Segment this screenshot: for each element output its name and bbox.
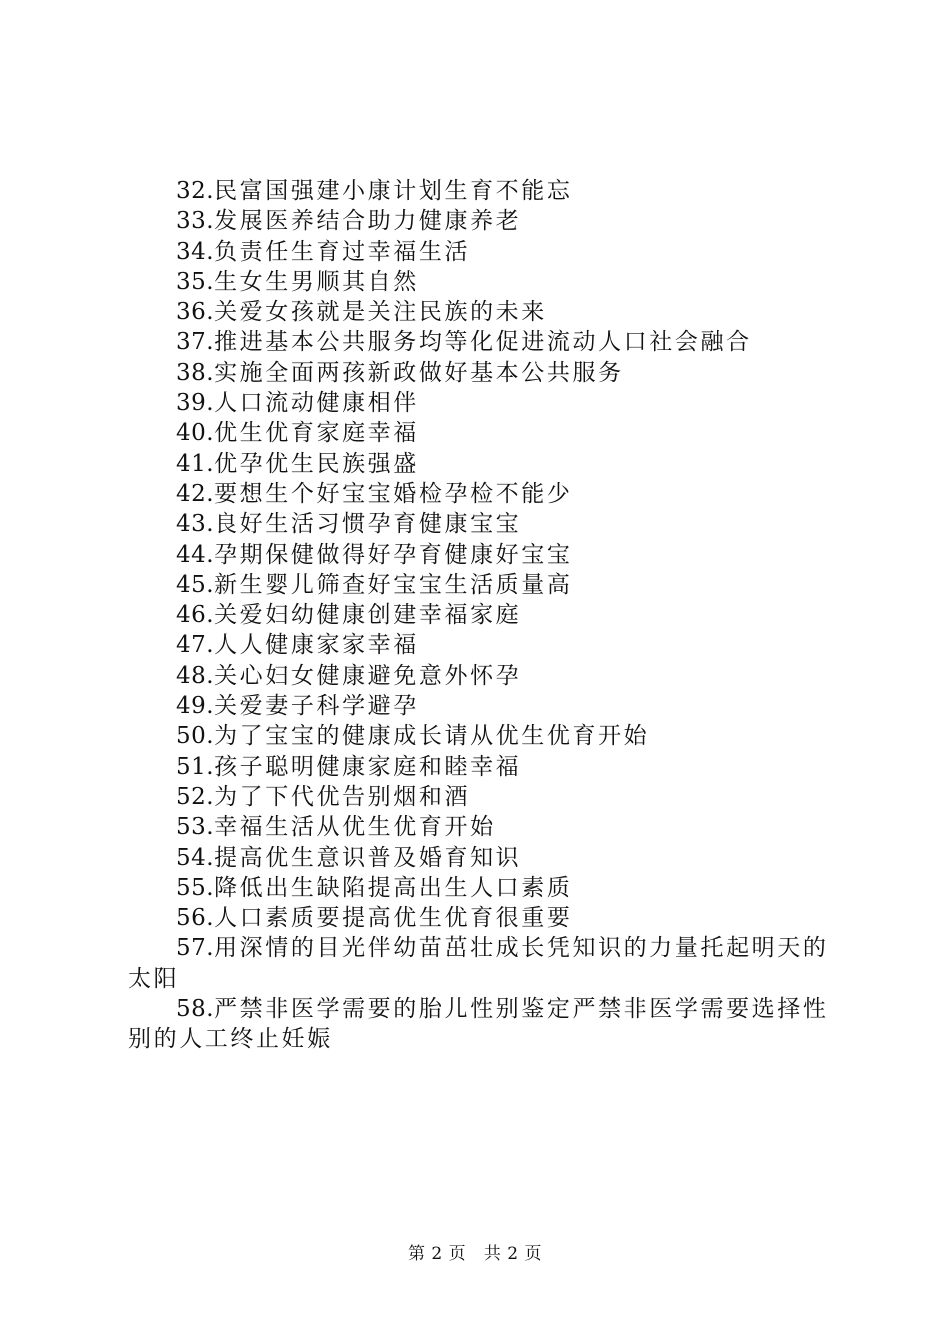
list-item [128,994,834,1055]
list-item [128,327,834,357]
list-item [128,843,834,873]
item-number: 49. [176,693,215,720]
list-item [128,570,834,600]
item-text: 推进基本公共服务均等化促进流动人口社会融合 [214,329,752,356]
item-number: 48. [176,662,215,689]
item-number: 34. [176,238,215,265]
item-number: 54. [176,844,215,871]
item-number: 52. [176,783,215,810]
item-text: 为了宝宝的健康成长请从优生优育开始 [214,723,650,750]
item-text: 人口素质要提高优生优育很重要 [214,905,573,932]
item-text: 负责任生育过幸福生活 [214,238,471,265]
item-text: 为了下代优告别烟和酒 [214,783,471,810]
page-footer [0,1244,950,1264]
item-number: 58. [176,996,215,1023]
list-item [128,418,834,448]
item-text: 民富国强建小康计划生育不能忘 [214,178,573,204]
list-item [128,206,834,236]
list-item [128,782,834,812]
item-number: 46. [176,602,215,629]
item-text: 生女生男顺其自然 [214,268,419,295]
item-number: 41. [176,450,215,477]
item-text: 良好生活习惯孕育健康宝宝 [214,511,522,538]
list-item [128,388,834,418]
item-number: 35. [176,268,215,295]
list-item [128,721,834,751]
item-number: 44. [176,541,215,568]
item-text: 关爱妇幼健康创建幸福家庭 [214,602,522,629]
list-item [128,479,834,509]
item-number: 50. [176,723,215,750]
item-number: 37. [176,329,215,356]
item-text: 要想生个好宝宝婚检孕检不能少 [214,480,573,507]
item-text: 孕期保健做得好孕育健康好宝宝 [214,541,573,568]
item-text: 用深情的目光伴幼苗茁壮成长凭知识的力量托起明天的太阳 [128,935,829,992]
list-item [128,661,834,691]
item-text: 提高优生意识普及婚育知识 [214,844,522,871]
page-total: 共 2 页 [483,1244,542,1264]
item-number: 42. [176,480,215,507]
item-number: 39. [176,390,215,417]
list-item [128,237,834,267]
item-number: 36. [176,299,215,326]
list-item [128,630,834,660]
item-number: 57. [176,935,215,962]
list-item [128,600,834,630]
slogan-list [128,176,834,1055]
item-text: 人人健康家家幸福 [214,632,419,659]
item-text: 人口流动健康相伴 [214,390,419,417]
item-text: 严禁非医学需要的胎儿性别鉴定严禁非医学需要选择性别的人工终止妊娠 [128,996,829,1053]
list-item [128,297,834,327]
list-item [128,873,834,903]
list-item [128,267,834,297]
item-number: 40. [176,420,215,447]
item-text: 孩子聪明健康家庭和睦幸福 [214,753,522,780]
list-item [128,449,834,479]
list-item [128,812,834,842]
item-number: 38. [176,359,215,386]
item-text: 关爱妻子科学避孕 [214,693,419,720]
list-item [128,176,834,206]
item-number: 33. [176,208,215,235]
item-text: 发展医养结合助力健康养老 [214,208,522,235]
list-item [128,903,834,933]
list-item [128,358,834,388]
list-item [128,752,834,782]
item-text: 实施全面两孩新政做好基本公共服务 [214,359,624,386]
item-text: 优生优育家庭幸福 [214,420,419,447]
item-number: 43. [176,511,215,538]
list-item [128,540,834,570]
item-text: 幸福生活从优生优育开始 [214,814,496,841]
item-number: 51. [176,753,215,780]
item-text: 关爱女孩就是关注民族的未来 [214,299,547,326]
list-item [128,691,834,721]
item-number: 55. [176,874,215,901]
item-number: 32. [176,178,215,204]
list-item [128,509,834,539]
item-text: 新生婴儿筛查好宝宝生活质量高 [214,571,573,598]
item-number: 56. [176,905,215,932]
list-item [128,933,834,994]
item-text: 降低出生缺陷提高出生人口素质 [214,874,573,901]
item-number: 53. [176,814,215,841]
item-number: 45. [176,571,215,598]
page-number: 第 2 页 [408,1244,467,1264]
item-text: 优孕优生民族强盛 [214,450,419,477]
item-number: 47. [176,632,215,659]
item-text: 关心妇女健康避免意外怀孕 [214,662,522,689]
